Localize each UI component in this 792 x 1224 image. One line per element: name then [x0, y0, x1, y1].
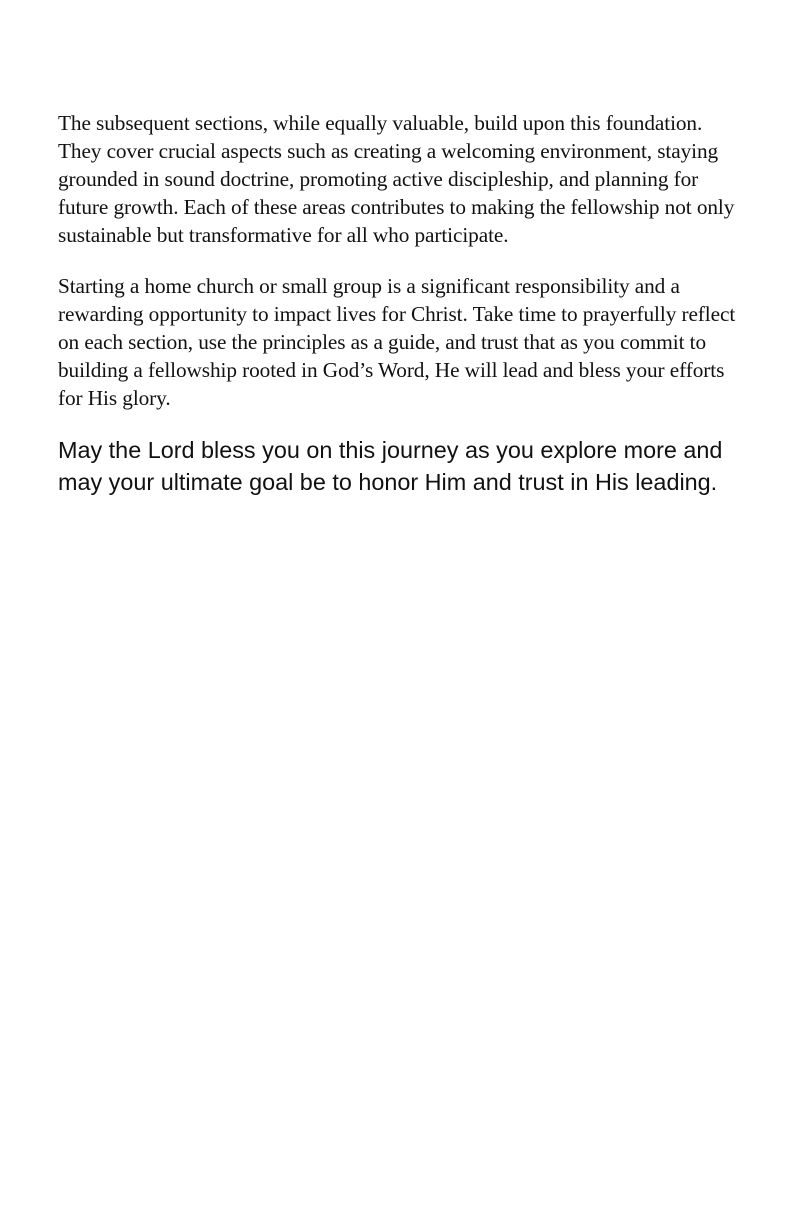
body-paragraph-1: The subsequent sections, while equally valuable, build upon this foundation. They cover crucial aspects such as creating a welcoming environment, staying grounded in sound doctrine, promoting active discipleship, and planning for future growth. Each of these areas contributes to making the fellowship not only sustainable but transformative for all who participate. — [58, 111, 735, 247]
body-paragraph-2: Starting a home church or small group is a significant responsibility and a rewarding opportunity to impact lives for Christ. Take time to prayerfully reflect on each section, use the principles as a guide, and trust that as you commit to building a fellowship rooted in God’s Word, He will lead and bless your efforts for His glory. — [58, 274, 736, 410]
document-body — [58, 109, 738, 498]
closing-blessing: May the Lord bless you on this journey as you explore more and may your ultimate goal be to honor Him and trust in His leading. — [58, 437, 723, 495]
